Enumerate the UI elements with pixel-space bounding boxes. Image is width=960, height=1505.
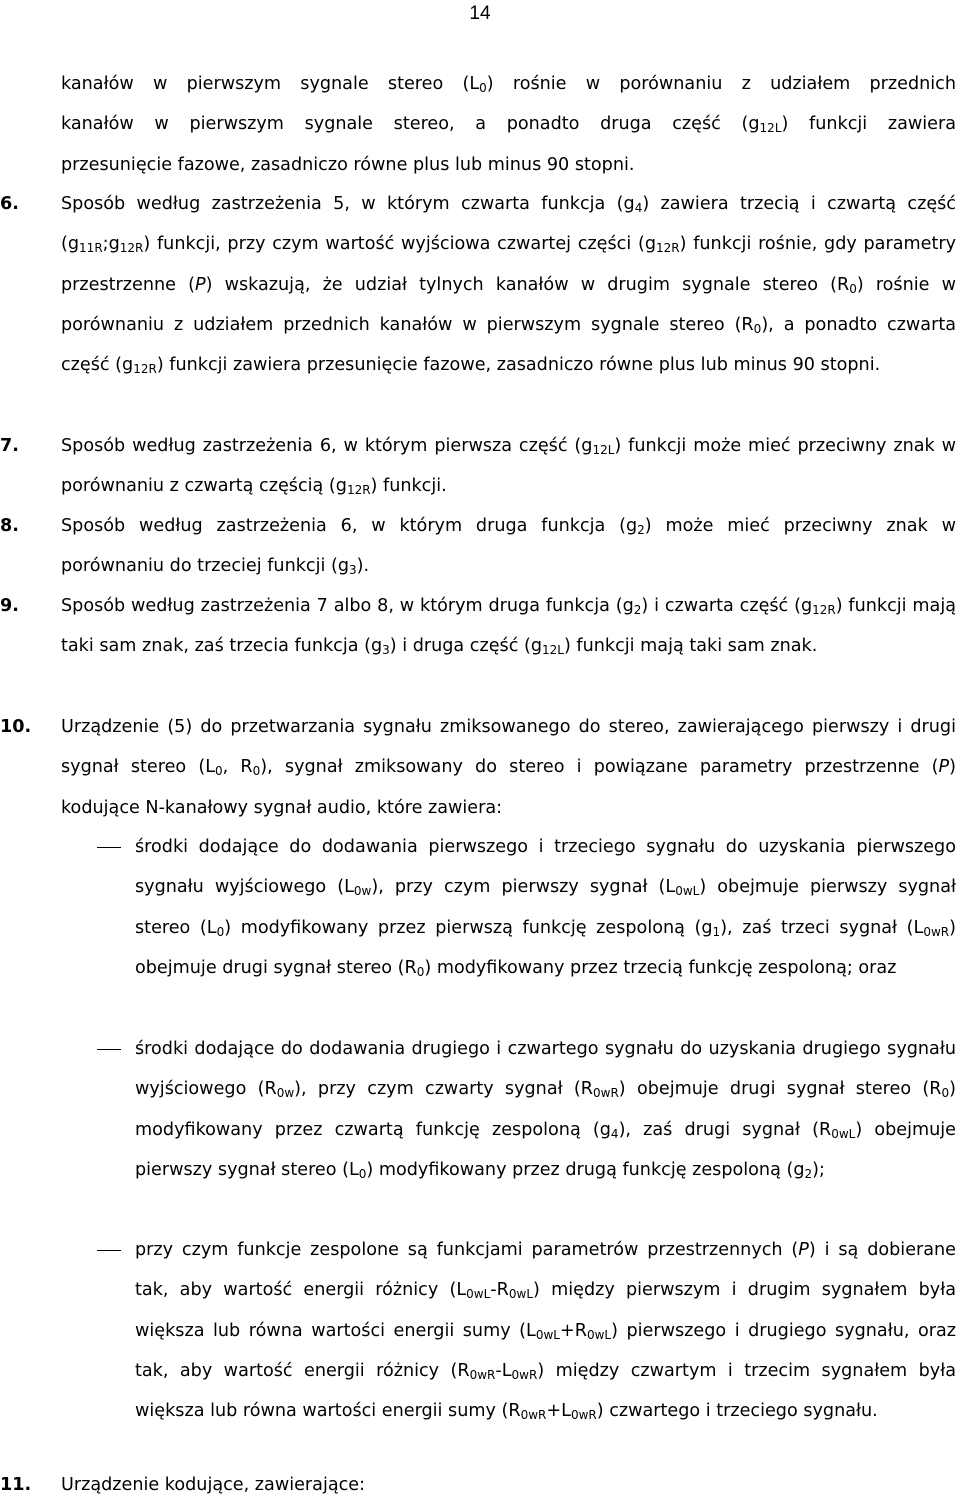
claim-number: 11. [0, 1475, 32, 1495]
claim-text: Sposób według zastrzeżenia 5, w którym czwarta funkcja $(g_4)$ zawiera trzecią i czwartą część $(g_{11R};g_{12R})$ funkcji, przy czym wartość wyjściowa czwartej części $(g_{12R})$ funkcji rośnie, gdy parametry przestrzenne (P) wskazują, że udział tylnych kanałów w drugim sygnale stereo $(R_0)$ rośnie w porównaniu z udziałem przednich kanałów w pierwszym sygnale stereo $(R_0)$, a ponadto czwarta część $(g_{12R})$ funkcji zawiera przesunięcie fazowe, zasadniczo równe plus lub minus 90 stopni. [61, 194, 957, 377]
claim-text: Sposób według zastrzeżenia 6, w którym druga funkcja $(g_2)$ może mieć przeciwny znak w porównaniu do trzeciej funkcji $(g_3)$. [61, 516, 956, 578]
claim-7 [0, 426, 956, 507]
claim-text: Sposób według zastrzeżenia 7 albo 8, w którym druga funkcja $(g_2)$ i czwarta część $(g_{12R})$ funkcji mają taki sam znak, zaś trzecia funkcja $(g_3)$ i druga część $(g_{12L})$ funkcji mają taki sam znak. [61, 596, 956, 658]
claim-text: Urządzenie (5) do przetwarzania sygnału zmiksowanego do stereo, zawierającego pierwszy i drugi sygnał stereo ($L_0$, $R_0$), sygnał zmiksowany do stereo i powiązane parametry przestrzenne (P) kodujące N-kanałowy sygnał audio, które zawiera: [61, 717, 956, 818]
claim-text: Urządzenie kodujące, zawierające: [61, 1475, 366, 1495]
claim-11 [0, 1465, 956, 1505]
claim-9 [0, 586, 956, 667]
intro-line: kanałów w pierwszym sygnale stereo, a ponadto druga część $(g_{12L})$ funkcji zawiera [61, 114, 956, 136]
claim-number: 9. [0, 596, 19, 616]
claim-number: 6. [0, 194, 19, 214]
claim-number: 7. [0, 436, 19, 456]
intro-paragraph [61, 64, 956, 185]
page-number: 14 [469, 3, 491, 24]
list-item-text: środki dodające do dodawania pierwszego i trzeciego sygnału do uzyskania pierwszego sygnału wyjściowego $(L_{0w})$, przy czym pierwszy sygnał $(L_{0wL})$ obejmuje pierwszy sygnał stereo $(L_0)$ modyfikowany przez pierwszą funkcję zespoloną $(g_1)$, zaś trzeci sygnał $(L_{0wR})$ obejmuje drugi sygnał stereo $(R_0)$ modyfikowany przez trzecią funkcję zespoloną; oraz [135, 837, 956, 979]
list-item-text: środki dodające do dodawania drugiego i czwartego sygnału do uzyskania drugiego sygnału wyjściowego $(R_{0w})$, przy czym czwarty sygnał $(R_{0wR})$ obejmuje drugi sygnał stereo $(R_0)$ modyfikowany przez czwartą funkcję zespoloną $(g_4)$, zaś drugi sygnał $(R_{0wL})$ obejmuje pierwszy sygnał stereo $(L_0)$ modyfikowany przez drugą funkcję zespoloną $(g_2)$; [135, 1039, 956, 1181]
claim-10 [0, 707, 956, 828]
dash-bullet [97, 847, 121, 848]
claim-6 [0, 184, 956, 385]
dash-bullet [97, 1049, 121, 1050]
list-item-text: przy czym funkcje zespolone są funkcjami parametrów przestrzennych (P) i są dobierane tak, aby wartość energii różnicy $(L_{0wL}-R_{0wL})$ między pierwszym i drugim sygnałem była większa lub równa wartości energii sumy $(L_{0wL}+R_{0wL})$ pierwszego i drugiego sygnału, oraz tak, aby wartość energii różnicy $(R_{0wR}-L_{0wR})$ między czwartym i trzecim sygnałem była większa lub równa wartości energii sumy $(R_{0wR}+L_{0wR})$ czwartego i trzeciego sygnału. [135, 1240, 957, 1423]
list-item [97, 1029, 956, 1190]
list-item [97, 1230, 956, 1431]
claim-text: Sposób według zastrzeżenia 6, w którym pierwsza część $(g_{12L})$ funkcji może mieć przeciwny znak w porównaniu z czwartą częścią $(g_{12R})$ funkcji. [61, 436, 956, 498]
intro-line: kanałów w pierwszym sygnale stereo $(L_0)$ rośnie w porównaniu z udziałem przednich [61, 74, 956, 95]
claim-number: 10. [0, 717, 32, 737]
claim-number: 8. [0, 516, 19, 536]
claim-8 [0, 506, 956, 587]
dash-bullet [97, 1250, 121, 1251]
intro-line: przesunięcie fazowe, zasadniczo równe plus lub minus 90 stopni. [61, 154, 635, 175]
list-item [97, 827, 956, 988]
